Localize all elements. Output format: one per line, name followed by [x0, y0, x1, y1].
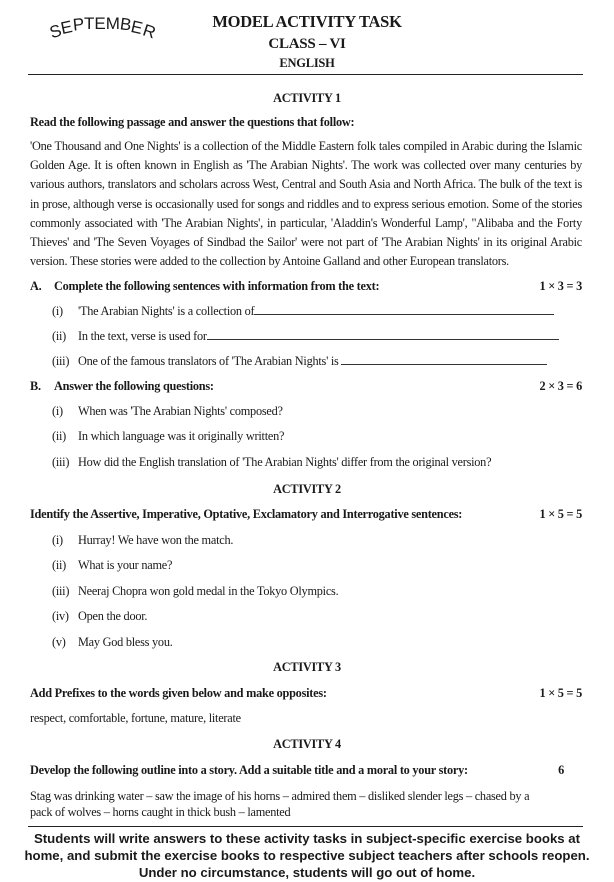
item-number: (ii): [52, 329, 67, 343]
class-label: CLASS – VI: [268, 36, 346, 52]
item-text: May God bless you.: [78, 635, 173, 649]
footer-line: Students will write answers to these activity tasks in subject-specific exercise books at: [33, 831, 581, 846]
item-number: (i): [52, 533, 63, 547]
header-divider: [28, 74, 583, 75]
activity2-heading: ACTIVITY 2: [273, 482, 341, 496]
item-text: In which language was it originally written?: [78, 429, 285, 443]
item-text: What is your name?: [78, 558, 173, 572]
activity3-words: respect, comfortable, fortune, mature, literate: [30, 711, 241, 725]
item-text: When was 'The Arabian Nights' composed?: [78, 404, 283, 418]
subject-label: ENGLISH: [279, 56, 335, 70]
footer-line: Under no circumstance, students will go out of home.: [138, 865, 476, 880]
footer-line: home, and submit the exercise books to respective subject teachers after schools reopen.: [24, 848, 590, 863]
activity4-heading: ACTIVITY 4: [273, 737, 341, 751]
activity1-heading: ACTIVITY 1: [273, 91, 341, 105]
section-a-title: Complete the following sentences with information from the text:: [54, 279, 380, 293]
answer-blank[interactable]: [254, 304, 554, 315]
activity4-instruction: Develop the following outline into a story. Add a suitable title and a moral to your story:: [30, 763, 468, 777]
section-b-title: Answer the following questions:: [54, 379, 214, 393]
activity3-heading: ACTIVITY 3: [273, 660, 341, 674]
answer-blank[interactable]: [341, 354, 547, 365]
item-text: Neeraj Chopra won gold medal in the Tokyo Olympics.: [78, 584, 339, 598]
item-number: (v): [52, 635, 66, 649]
section-a-label: A.: [30, 279, 42, 293]
item-text: 'The Arabian Nights' is a collection of: [78, 304, 554, 319]
section-b-label: B.: [30, 379, 41, 393]
item-number: (iii): [52, 354, 70, 368]
item-number: (ii): [52, 429, 67, 443]
item-number: (iii): [52, 584, 70, 598]
item-text: How did the English translation of 'The Arabian Nights' differ from the original version?: [78, 455, 492, 469]
activity3-marks: 1 × 5 = 5: [539, 686, 582, 700]
activity2-instruction: Identify the Assertive, Imperative, Optative, Exclamatory and Interrogative sentences:: [30, 507, 463, 521]
passage: 'One Thousand and One Nights' is a collection of the Middle Eastern folk tales compiled in Arabic during the Islamic Golden Age. It is often known in English as 'The Arabian Nights'. The work was collected over many centuries by various authors, translators and scholars across West, Central and South Asia and North Africa. The bulk of the text is in prose, although verse is occasionally used for songs and riddles and to express serious emotion. Some of the stories commonly associated with 'The Arabian Nights', in particular, 'Aladdin's Wonderful Lamp', "Alibaba and the Forty Thieves' and 'The Seven Voyages of Sindbad the Sailor' were not part of 'The Arabian Nights' in its original Arabic version. These stories were added to the collection by Antoine Galland and other European translators.: [30, 139, 582, 269]
activity4-outline-line1: Stag was drinking water – saw the image of his horns – admired them – disliked slender legs – chased by a: [30, 789, 530, 803]
footer-note: [20, 830, 594, 881]
activity1-instruction: Read the following passage and answer the questions that follow:: [30, 115, 355, 129]
item-number: (i): [52, 304, 63, 318]
section-b-marks: 2 × 3 = 6: [539, 379, 582, 393]
activity4-outline-line2: pack of wolves – horns caught in thick bush – lamented: [30, 805, 291, 819]
item-number: (iii): [52, 455, 70, 469]
activity3-instruction: Add Prefixes to the words given below and make opposites:: [30, 686, 327, 700]
footer-divider: [28, 826, 583, 827]
answer-blank[interactable]: [207, 329, 559, 340]
item-text: Open the door.: [78, 609, 148, 623]
item-text: Hurray! We have won the match.: [78, 533, 234, 547]
page-title: MODEL ACTIVITY TASK: [212, 12, 402, 31]
activity4-marks: 6: [558, 763, 564, 777]
item-number: (iv): [52, 609, 69, 623]
item-number: (ii): [52, 558, 67, 572]
activity2-marks: 1 × 5 = 5: [539, 507, 582, 521]
item-text: One of the famous translators of 'The Arabian Nights' is: [78, 354, 547, 369]
september-stamp: SEPTEMBER: [47, 14, 158, 43]
section-a-marks: 1 × 3 = 3: [539, 279, 582, 293]
item-number: (i): [52, 404, 63, 418]
item-text: In the text, verse is used for: [78, 329, 559, 344]
